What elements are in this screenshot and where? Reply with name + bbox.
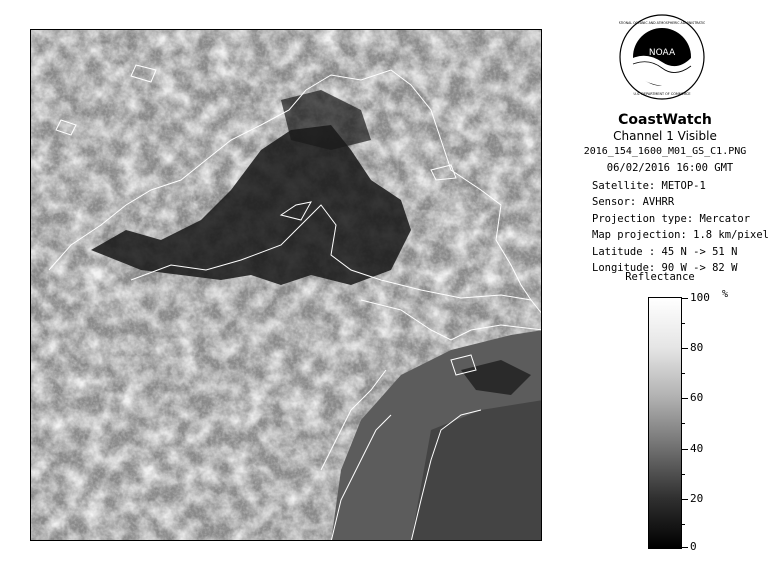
colorbar-minor-tick [682,323,685,324]
colorbar-minor-tick [682,524,685,525]
colorbar-tick [682,499,688,500]
longitude-line: Longitude: 90 W -> 82 W [592,262,738,274]
colorbar-unit: % [722,289,729,300]
satellite-line: Satellite: METOP-1 [592,180,706,192]
logo-bottom-text: U.S. DEPARTMENT OF COMMERCE [633,92,691,96]
colorbar-label-100: 100 [690,291,710,304]
product-title: CoastWatch [618,112,712,128]
colorbar-tick [682,449,688,450]
colorbar-minor-tick [682,423,685,424]
colorbar-tick [682,298,688,299]
latitude-line: Latitude : 45 N -> 51 N [592,246,738,258]
sensor-line: Sensor: AVHRR [592,196,675,208]
logo-center-text: NOAA [648,48,676,58]
colorbar-tick [682,348,688,349]
reflectance-colorbar [648,297,682,549]
colorbar-title: Reflectance [625,271,695,283]
logo-arc-text: NATIONAL OCEANIC AND ATMOSPHERIC ADMINISTRATION [619,21,705,25]
colorbar-label-40: 40 [690,442,704,455]
colorbar-label-60: 60 [690,391,704,404]
satellite-image [30,29,542,541]
acquisition-datetime: 06/02/2016 16:00 GMT [606,162,734,174]
file-name: 2016_154_1600_M01_GS_C1.PNG [583,146,747,157]
colorbar-minor-tick [682,474,685,475]
colorbar-minor-tick [682,373,685,374]
noaa-logo [619,14,705,100]
map-projection-line: Map projection: 1.8 km/pixel [592,229,770,241]
colorbar-label-0: 0 [690,540,697,553]
colorbar-label-80: 80 [690,341,704,354]
colorbar-label-20: 20 [690,492,704,505]
colorbar-tick [682,547,688,548]
channel-subtitle: Channel 1 Visible [613,129,717,143]
colorbar-tick [682,398,688,399]
projection-type-line: Projection type: Mercator [592,213,751,225]
